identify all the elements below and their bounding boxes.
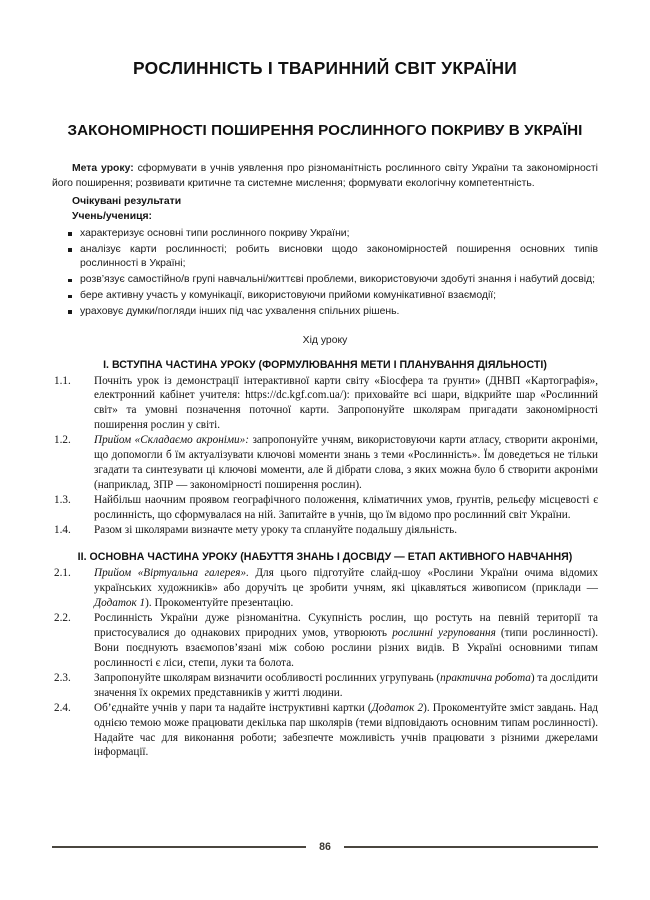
step-number: 2.3. (54, 671, 71, 684)
list-item (52, 611, 598, 671)
square-bullet-icon (68, 248, 72, 252)
list-item-text: аналізує карти рослинності; робить висновки щодо закономірностей поширення основних типів рослинності в Україні; (80, 243, 598, 270)
step-number: 2.4. (54, 701, 71, 714)
lesson-goal-label: Мета уроку: (72, 162, 134, 174)
list-item-text: бере активну участь у комунікації, використовуючи прийоми комунікативної взаємодії; (80, 290, 497, 301)
list-item-text: ураховує думки/погляди інших під час ухвалення спільних рішень. (80, 305, 400, 317)
list-item (52, 671, 598, 701)
list-item (52, 305, 598, 320)
square-bullet-icon (68, 232, 72, 236)
step-number: 2.1. (54, 567, 71, 580)
section-one-heading: I. ВСТУПНА ЧАСТИНА УРОКУ (ФОРМУЛЮВАННЯ МЕТИ І ПЛАНУВАННЯ ДІЯЛЬНОСТІ) (103, 358, 547, 371)
lesson-title: ЗАКОНОМІРНОСТІ ПОШИРЕННЯ РОСЛИННОГО ПОКРИВУ В УКРАЇНІ (67, 121, 583, 139)
step-text: Разом зі школярами визначте мету уроку та сплануйте подальшу діяльність. (94, 524, 457, 537)
section-two-steps (52, 566, 598, 760)
step-text: Прийом «Віртуальна галерея». Для цього підготуйте слайд-шоу «Рослини України очима відомих українських художників» або доручіть це зробити учням, які цікавляться живописом (приклади — Додаток 1). Прокоментуйте презентацію. (94, 567, 598, 609)
step-text: Прийом «Складаємо акроніми»: запропонуйте учням, використовуючи карти атласу, створити акроніми, що допомогли б їм актуалізувати ключові моменти знань з теми «Рослинність». Їм доведеться не тільки згадати та синтезувати ці ключові моменти, але й дібрати слова, з яких можна було б створити акроніми (наприклад, ЗПР — закономірності поширення рослин). (94, 434, 598, 492)
step-number: 1.1. (54, 374, 71, 387)
list-item-text: розв’язує самостійно/в групі навчальні/життєві проблеми, використовуючи здобуті знання і набутий досвід; (80, 274, 595, 286)
footer-rule-left (52, 846, 306, 848)
list-item (52, 243, 598, 273)
square-bullet-icon (68, 310, 72, 314)
step-number: 1.4. (54, 524, 71, 537)
list-item (52, 493, 598, 523)
step-number: 2.2. (54, 611, 71, 624)
step-text: Об’єднайте учнів у пари та надайте інструктивні картки (Додаток 2). Прокоментуйте зміст завдань. Над однією темою може працювати декілька пар школярів (теми відповідають основним типам рослинності). Надайте час для виконання роботи; забезпечте можливість учнів працювати з різними джерелами інформації. (94, 701, 598, 759)
step-text: Найбільш наочним проявом географічного положення, кліматичних умов, ґрунтів, рельєфу місцевості є рослинність, що сформувалася на ній. Запитайте в учнів, що їм відомо про рослинний світ України. (94, 494, 598, 522)
list-item-text: характеризує основні типи рослинного покриву України; (80, 227, 350, 239)
page-footer (52, 841, 598, 853)
expected-results-list (52, 227, 598, 320)
square-bullet-icon (68, 295, 72, 299)
step-number: 1.3. (54, 494, 71, 507)
lesson-goal-text: сформувати в учнів уявлення про різноманітність рослинного світу України та закономірності його поширення; розвивати критичне та системне мислення; формувати екологічну компетентність. (52, 162, 598, 189)
list-item (52, 289, 598, 304)
step-text: Запропонуйте школярам визначити особливості рослинних угрупувань (практична робота) та дослідити значення їх окремих представників у житті людини. (94, 671, 598, 699)
lesson-flow-label: Хід уроку (302, 334, 348, 346)
list-item (52, 523, 598, 538)
step-text: Рослинність України дуже різноманітна. Сукупність рослин, що ростуть на певній території та пристосувалися до однакових природних умов, утворюють рослинні угруповання (типи рослинності). Вони поєднують взаємопов’язані між собою рослини різних видів. В Україні основними типам рослинності є ліси, степи, луки та болота. (94, 611, 598, 669)
student-label: Учень/учениця: (72, 211, 152, 223)
lesson-goal-paragraph (52, 140, 598, 192)
section-one-steps (52, 374, 598, 538)
list-item (52, 227, 598, 242)
step-number: 1.2. (54, 434, 71, 447)
step-text: Почніть урок із демонстрації інтерактивної карти світу «Біосфера та ґрунти» (ДНВП «Картографія», електронний кабінет учителя: https://dc.kgf.com.ua/): приховайте всі шари, відкрийте шар «Рослинний світ» та умовні позначення поточної карти. Запропонуйте школярам пригадати закономірності поширення рослин у світі. (94, 374, 598, 432)
square-bullet-icon (68, 279, 72, 283)
list-item (52, 566, 598, 611)
page-number: 86 (319, 841, 331, 853)
list-item (52, 273, 598, 288)
list-item (52, 433, 598, 493)
expected-results-heading: Очікувані результати (72, 196, 182, 208)
chapter-title: РОСЛИННІСТЬ І ТВАРИННИЙ СВІТ УКРАЇНИ (132, 58, 518, 78)
list-item (52, 374, 598, 434)
section-two-heading: II. ОСНОВНА ЧАСТИНА УРОКУ (НАБУТТЯ ЗНАНЬ І ДОСВІДУ — ЕТАП АКТИВНОГО НАВЧАННЯ) (77, 551, 573, 564)
footer-rule-right (344, 846, 598, 848)
list-item (52, 701, 598, 761)
